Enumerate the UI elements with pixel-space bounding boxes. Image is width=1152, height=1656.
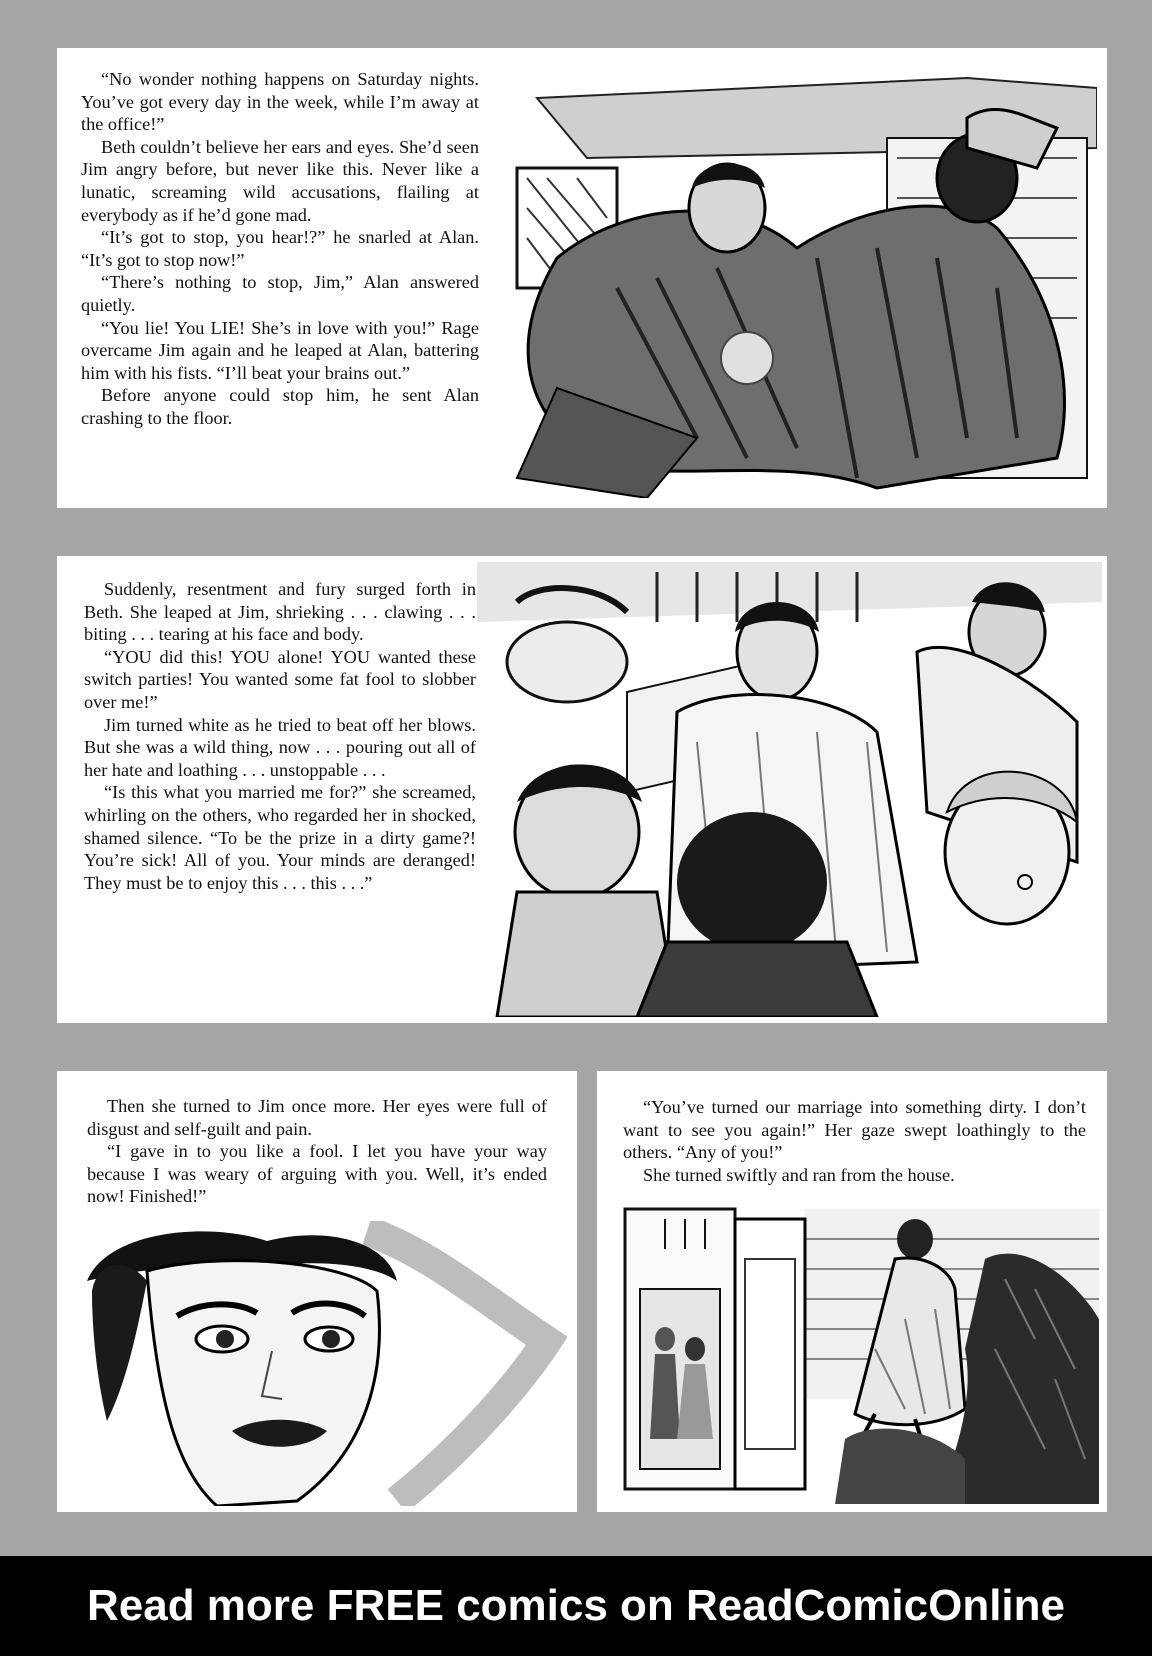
footer-text[interactable]: Read more FREE comics on ReadComicOnline bbox=[86, 1581, 1065, 1630]
panel-2-paragraph: “YOU did this! YOU alone! YOU wanted these switch parties! You wanted some fat fool to slobber over me!” bbox=[84, 646, 476, 712]
panel-1-paragraph: “There’s nothing to stop, Jim,” Alan answered quietly. bbox=[81, 272, 479, 315]
fight-illustration bbox=[497, 58, 1097, 498]
panel-2-paragraph: “Is this what you married me for?” she screamed, whirling on the others, who regarded her in shocked, shamed silence. “To be the prize in a dirty game?! You’re sick! All of you. Your minds are deranged! They must be to enjoy this . . . this . . .” bbox=[84, 782, 476, 893]
panel-2-paragraph: Suddenly, resentment and fury surged forth in Beth. She leaped at Jim, shrieking . . . clawing . . . biting . . . tearing at his face and body. bbox=[84, 579, 476, 645]
panel-3-paragraph: “I gave in to you like a fool. I let you have your way because I was weary of arguing with you. Well, it’s ended now! Finished!” bbox=[87, 1141, 547, 1207]
panel-4-paragraph: “You’ve turned our marriage into something dirty. I don’t want to see you again!” Her gaze swept loathingly to the others. “Any of you!” bbox=[623, 1097, 1086, 1163]
panel-1-paragraph: “You lie! You LIE! She’s in love with you!” Rage overcame Jim again and he leaped at Alan, battering him with his fists. “I’ll beat your brains out.” bbox=[81, 317, 479, 383]
panel-3 bbox=[57, 1071, 577, 1512]
panel-1 bbox=[57, 48, 1107, 508]
panel-4-paragraph: She turned swiftly and ran from the house. bbox=[643, 1164, 955, 1185]
panel-3-text bbox=[87, 1095, 547, 1208]
footer-banner bbox=[0, 1556, 1152, 1656]
panel-2-text bbox=[84, 578, 476, 894]
panel-2-paragraph: Jim turned white as he tried to beat off her blows. But she was a wild thing, now . . . pouring out all of her hate and loathing . . . unstoppable . . . bbox=[84, 714, 476, 780]
panel-4-text bbox=[623, 1096, 1086, 1186]
panel-1-paragraph: “No wonder nothing happens on Saturday nights. You’ve got every day in the week, while I’m away at the office!” bbox=[81, 69, 479, 135]
panel-1-text bbox=[81, 68, 479, 430]
beth-face-illustration bbox=[67, 1221, 567, 1506]
confrontation-illustration bbox=[477, 562, 1102, 1017]
panel-3-paragraph: Then she turned to Jim once more. Her eyes were full of disgust and self-guilt and pain. bbox=[87, 1096, 547, 1139]
panel-1-paragraph: Beth couldn’t believe her ears and eyes. She’d seen Jim angry before, but never like this. Never like a lunatic, screaming wild accusations, flailing at everybody as if he’d gone mad. bbox=[81, 136, 479, 225]
panel-1-paragraph: Before anyone could stop him, he sent Alan crashing to the floor. bbox=[81, 385, 479, 428]
beth-running-illustration bbox=[605, 1199, 1099, 1504]
panel-2 bbox=[57, 556, 1107, 1023]
panel-4 bbox=[597, 1071, 1107, 1512]
panel-1-paragraph: “It’s got to stop, you hear!?” he snarled at Alan. “It’s got to stop now!” bbox=[81, 227, 479, 270]
